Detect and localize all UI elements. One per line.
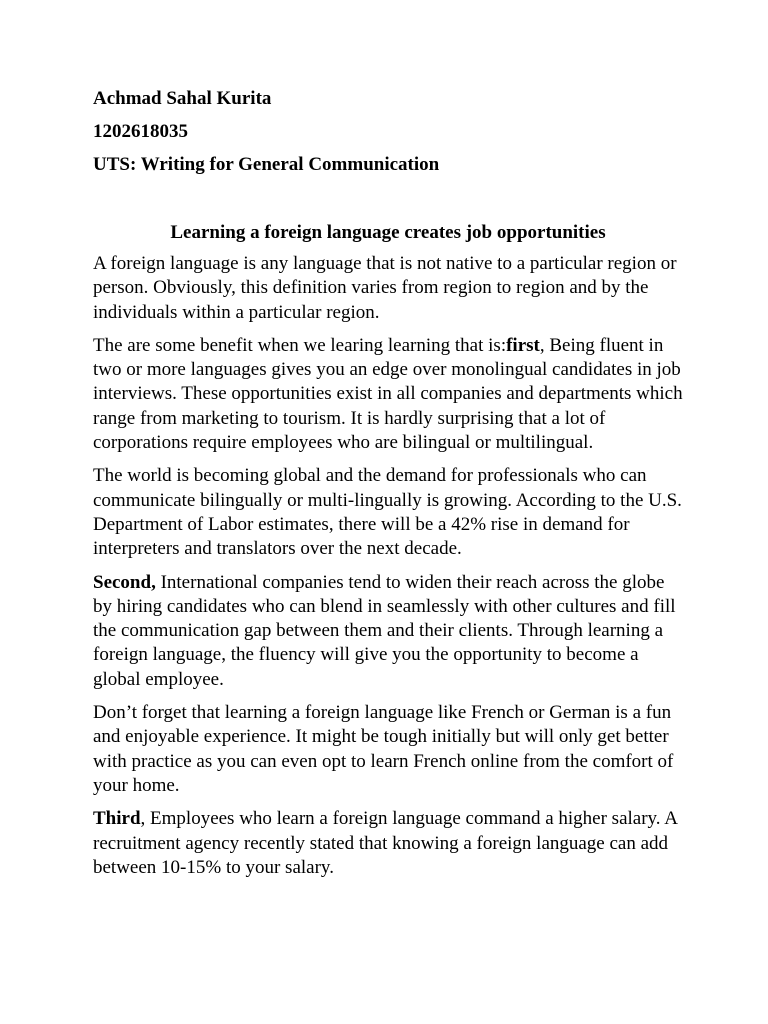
student-id: 1202618035	[93, 121, 188, 142]
paragraph-text: Don’t forget that learning a foreign language like French or German is a fun and enjoyable experience. It might be tough initially but will only get better with practice as you can even opt to learn French online from the comfort of your home.	[93, 702, 674, 796]
paragraph-third-benefit	[93, 807, 683, 880]
paragraph-text: A foreign language is any language that is not native to a particular region or person. Obviously, this definition varies from region to region and by the individuals within a particular region.	[93, 253, 677, 323]
paragraph-text: , Being fluent in two or more languages gives you an edge over monolingual candidates in job interviews. These opportunities exist in all companies and departments which range from marketing to tourism. It is hardly surprising that a lot of corporations require employees who are bilingual or multilingual.	[93, 334, 683, 454]
paragraph-bold-marker: first	[506, 334, 540, 356]
paragraph-bold-marker: Third	[93, 808, 141, 830]
paragraph-lead: The are some benefit when we learing learning that is:	[93, 334, 507, 356]
paragraph-global-demand	[93, 464, 683, 561]
paragraph-enjoyable	[93, 701, 683, 798]
paragraph-second-benefit	[93, 571, 683, 692]
paragraph-definition	[93, 252, 683, 325]
course-title: UTS: Writing for General Communication	[93, 154, 440, 175]
essay-title: Learning a foreign language creates job opportunities	[170, 222, 606, 243]
author-name: Achmad Sahal Kurita	[93, 88, 272, 109]
paragraph-first-benefit	[93, 334, 683, 455]
paragraph-text: International companies tend to widen their reach across the globe by hiring candidates who can blend in seamlessly with other cultures and fill the communication gap between them and their clients. Through learning a foreign language, the fluency will give you the opportunity to become a global employee.	[93, 571, 676, 690]
paragraph-text: , Employees who learn a foreign language command a higher salary. A recruitment agency recently stated that knowing a foreign language can add between 10-15% to your salary.	[93, 808, 677, 878]
paragraph-text: The world is becoming global and the demand for professionals who can communicate bilingually or multi-lingually is growing. According to the U.S. Department of Labor estimates, there will be a 42% rise in demand for interpreters and translators over the next decade.	[93, 465, 682, 560]
document-page	[93, 86, 683, 889]
paragraph-bold-marker: Second,	[93, 571, 156, 593]
